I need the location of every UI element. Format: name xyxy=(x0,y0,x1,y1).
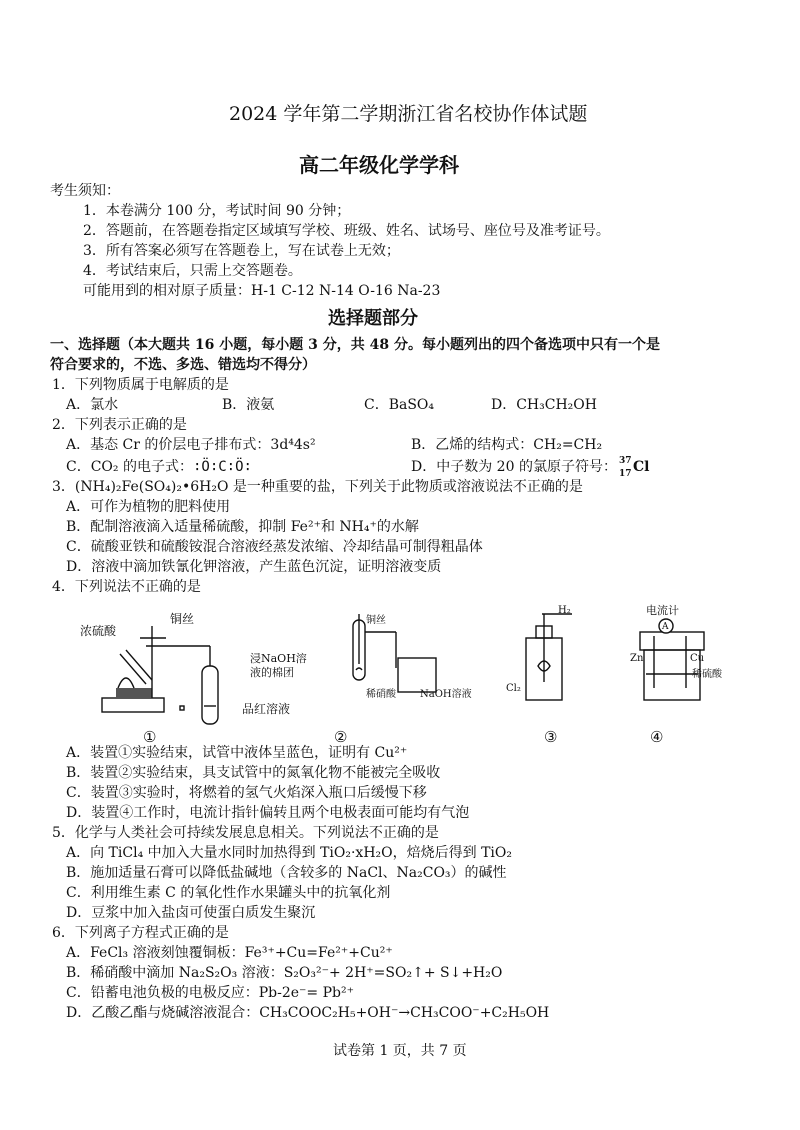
label-hydrogen: H₂ xyxy=(558,605,571,616)
element-symbol: Cl xyxy=(632,459,650,475)
option-b: B．配制溶液滴入适量稀硫酸，抑制 Fe²⁺和 NH₄⁺的水解 xyxy=(66,519,419,535)
notice-heading: 考生须知： xyxy=(50,183,120,199)
label-copper: Cu xyxy=(690,653,705,664)
notice-item: 3．所有答案必须写在答题卷上，写在试卷上无效； xyxy=(83,243,400,259)
label-dilute-nitric: 稀硝酸 xyxy=(366,689,396,700)
co2-electron-formula: ∶Ö∶C∶Ö∶ xyxy=(192,459,252,475)
figure-number: ④ xyxy=(650,728,664,746)
option-a: A．装置①实验结束，试管中液体呈蓝色，证明有 Cu²⁺ xyxy=(66,745,408,761)
galvanometer-symbol: A xyxy=(662,622,669,632)
label-naoh-solution: NaOH溶液 xyxy=(420,689,472,700)
figure-number: ③ xyxy=(544,728,558,746)
option-b: B．液氨 xyxy=(222,397,275,413)
atomic-number: 17 xyxy=(618,469,632,479)
option-d: D．乙酸乙酯与烧碱溶液混合：CH₃COOC₂H₅+OH⁻→CH₃COO⁻+C₂H₅OH xyxy=(66,1005,550,1021)
option-c: C．BaSO₄ xyxy=(364,397,435,413)
option-a: A．FeCl₃ 溶液刻蚀覆铜板：Fe³⁺+Cu=Fe²⁺+Cu²⁺ xyxy=(66,945,393,961)
section-intro: 符合要求的，不选、多选、错选均不得分） xyxy=(50,357,316,373)
label-conc-sulfuric: 浓硫酸 xyxy=(80,624,117,638)
option-a: A．可作为植物的肥料使用 xyxy=(66,499,231,515)
option-c: C．铅蓄电池负极的电极反应：Pb-2e⁻= Pb²⁺ xyxy=(66,985,354,1001)
option-b: B．乙烯的结构式：CH₂=CH₂ xyxy=(411,437,603,453)
label-magenta-solution: 品红溶液 xyxy=(242,702,291,716)
option-a: A．向 TiCl₄ 中加入大量水同时加热得到 TiO₂·xH₂O，焙烧后得到 TiO₂ xyxy=(66,845,512,861)
isotope-notation xyxy=(617,456,633,479)
option-d: D．溶液中滴加铁氰化钾溶液，产生蓝色沉淀，证明溶液变质 xyxy=(66,559,442,575)
question-stem: 4．下列说法不正确的是 xyxy=(52,579,201,595)
question-stem: 3．(NH₄)₂Fe(SO₄)₂•6H₂O 是一种重要的盐，下列关于此物质或溶液说法不正确的是 xyxy=(52,479,583,495)
label-naoh-cotton: 液的棉团 xyxy=(250,666,294,679)
label-zinc: Zn xyxy=(630,653,644,664)
option-c: C．装置③实验时，将燃着的氢气火焰深入瓶口后缓慢下移 xyxy=(66,785,427,801)
option-a: A．氯水 xyxy=(66,397,119,413)
label-naoh-cotton: 浸NaOH溶 xyxy=(250,652,307,665)
question-stem: 2．下列表示正确的是 xyxy=(52,417,187,433)
option-c: C．利用维生素 C 的氧化性作水果罐头中的抗氧化剂 xyxy=(66,885,391,901)
page-footer: 试卷第 1 页，共 7 页 xyxy=(333,1043,467,1059)
option-c: C．硫酸亚铁和硫酸铵混合溶液经蒸发浓缩、冷却结晶可制得粗晶体 xyxy=(66,539,483,555)
notice-item: 1．本卷满分 100 分，考试时间 90 分钟； xyxy=(83,203,351,219)
label-galvanometer: 电流计 xyxy=(646,604,679,617)
option-b: B．装置②实验结束，具支试管中的氮氧化物不能被完全吸收 xyxy=(66,765,441,781)
mass-number: 37 xyxy=(618,456,632,466)
label-copper-wire: 铜丝 xyxy=(170,612,195,626)
option-d: D．豆浆中加入盐卤可使蛋白质发生聚沉 xyxy=(66,905,316,921)
notice-item: 4．考试结束后，只需上交答题卷。 xyxy=(83,263,302,279)
subject-title: 高二年级化学学科 xyxy=(299,153,459,177)
option-d: D．CH₃CH₂OH xyxy=(491,397,597,413)
notice-item: 2．答题前，在答题卷指定区域填写学校、班级、姓名、试场号、座位号及准考证号。 xyxy=(83,223,610,239)
option-d: D．中子数为 20 的氯原子符号： 37 17 Cl xyxy=(411,458,649,476)
question-stem: 6．下列离子方程式正确的是 xyxy=(52,925,229,941)
option-a: A．基态 Cr 的价层电子排布式：3d⁴4s² xyxy=(66,437,316,453)
option-b: B．稀硝酸中滴加 Na₂S₂O₃ 溶液：S₂O₃²⁻+ 2H⁺=SO₂↑+ S↓+H₂O xyxy=(66,965,503,981)
section-title: 选择题部分 xyxy=(328,308,418,329)
exam-title: 2024 学年第二学期浙江省名校协作体试题 xyxy=(229,103,588,125)
question-stem: 1．下列物质属于电解质的是 xyxy=(52,377,229,393)
question-stem: 5．化学与人类社会可持续发展息息相关。下列说法不正确的是 xyxy=(52,825,439,841)
label-dilute-sulfuric: 稀硫酸 xyxy=(692,669,722,680)
atomic-masses: 可能用到的相对原子质量：H-1 C-12 N-14 O-16 Na-23 xyxy=(83,283,441,299)
label-copper-wire: 铜丝 xyxy=(366,615,386,626)
section-intro: 一、选择题（本大题共 16 小题，每小题 3 分，共 48 分。每小题列出的四个备选项中只有一个是 xyxy=(50,337,660,353)
apparatus-figures xyxy=(80,606,720,746)
label-chlorine: Cl₂ xyxy=(506,683,521,694)
figure-number: ② xyxy=(334,728,348,746)
option-d: D．装置④工作时，电流计指针偏转且两个电极表面可能均有气泡 xyxy=(66,805,470,821)
option-c: C．CO₂ 的电子式：∶Ö∶C∶Ö∶ xyxy=(66,459,252,475)
figure-number: ① xyxy=(143,728,157,746)
option-b: B．施加适量石膏可以降低盐碱地（含较多的 NaCl、Na₂CO₃）的碱性 xyxy=(66,865,507,881)
